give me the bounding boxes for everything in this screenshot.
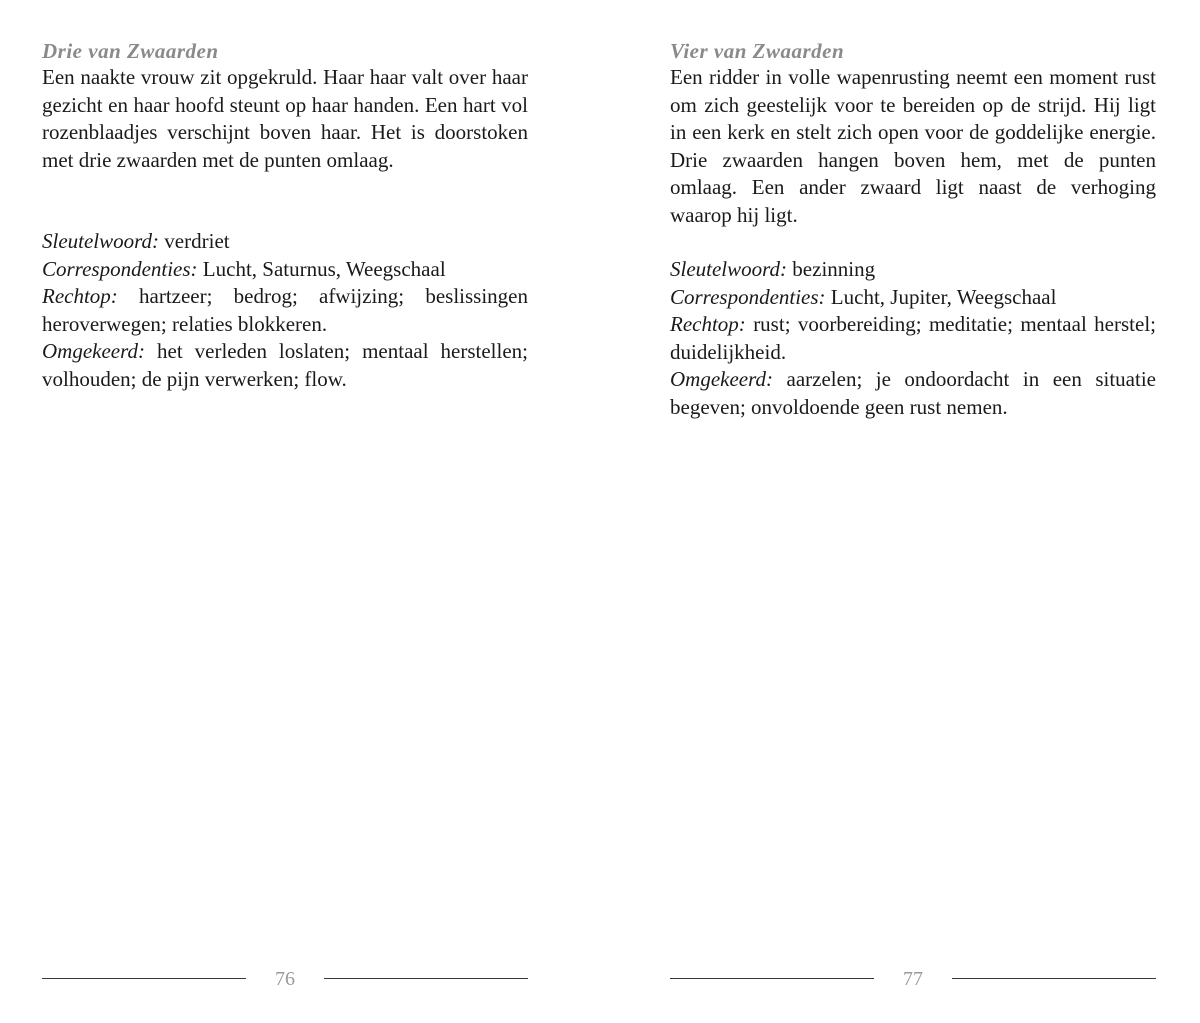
card-meta [42,228,528,393]
page-number: 77 [903,968,923,990]
upright-label: Rechtop: [670,312,746,336]
reversed-value: aarzelen; je ondoordacht in een situatie begeven; onvoldoende geen rust nemen. [670,367,1156,419]
reversed-label: Omgekeerd: [42,339,146,363]
keyword-value: verdriet [159,229,230,253]
page-footer [42,966,528,992]
footer-rule-right [324,978,528,979]
card-description: Een ridder in volle wapenrusting neemt een moment rust om zich geestelijk voor te bereiden op de strijd. Hij ligt in een kerk en stelt zich open voor de goddelijke energie. Drie zwaarden hangen boven hem, met de punten omlaag. Een ander zwaard ligt naast de verhoging waarop hij ligt. [670,65,1156,227]
upright-line [42,283,528,338]
card-title: Drie van Zwaarden [42,39,219,63]
reversed-value: het verleden loslaten; mentaal herstellen; volhouden; de pijn verwerken; flow. [42,339,528,391]
card-description: Een naakte vrouw zit opgekruld. Haar haar valt over haar gezicht en haar hoofd steunt op haar handen. Een hart vol rozenblaadjes verschijnt boven haar. Het is doorstoken met drie zwaarden met de punten omlaag. [42,65,528,172]
upright-label: Rechtop: [42,284,118,308]
keyword-label: Sleutelwoord: [42,229,160,253]
keyword-line [42,228,528,256]
page-footer [670,966,1156,992]
page-number: 76 [275,968,295,990]
correspondences-label: Correspondenties: [670,284,826,309]
reversed-line [42,338,528,393]
reversed-line [670,366,1156,421]
card-title: Vier van Zwaarden [670,39,845,63]
card-meta [670,256,1156,421]
keyword-label: Sleutelwoord: [670,257,788,281]
correspondences-label: Correspondenties: [42,256,198,281]
upright-value: hartzeer; bedrog; afwijzing; beslissingen heroverwegen; relaties blokkeren. [42,284,528,336]
right-page [670,0,1156,1023]
keyword-line [670,256,1156,284]
footer-rule-right [952,978,1156,979]
correspondences-line [42,256,528,284]
left-page [42,0,528,1023]
correspondences-value: Lucht, Jupiter, Weegschaal [825,284,1057,309]
correspondences-line [670,284,1156,312]
upright-line [670,311,1156,366]
upright-value: rust; voorbereiding; meditatie; mentaal herstel; duidelijkheid. [670,312,1156,364]
correspondences-value: Lucht, Saturnus, Weegschaal [197,256,446,281]
keyword-value: bezinning [787,257,876,281]
footer-rule-left [42,978,246,979]
reversed-label: Omgekeerd: [670,367,774,391]
footer-rule-left [670,978,874,979]
